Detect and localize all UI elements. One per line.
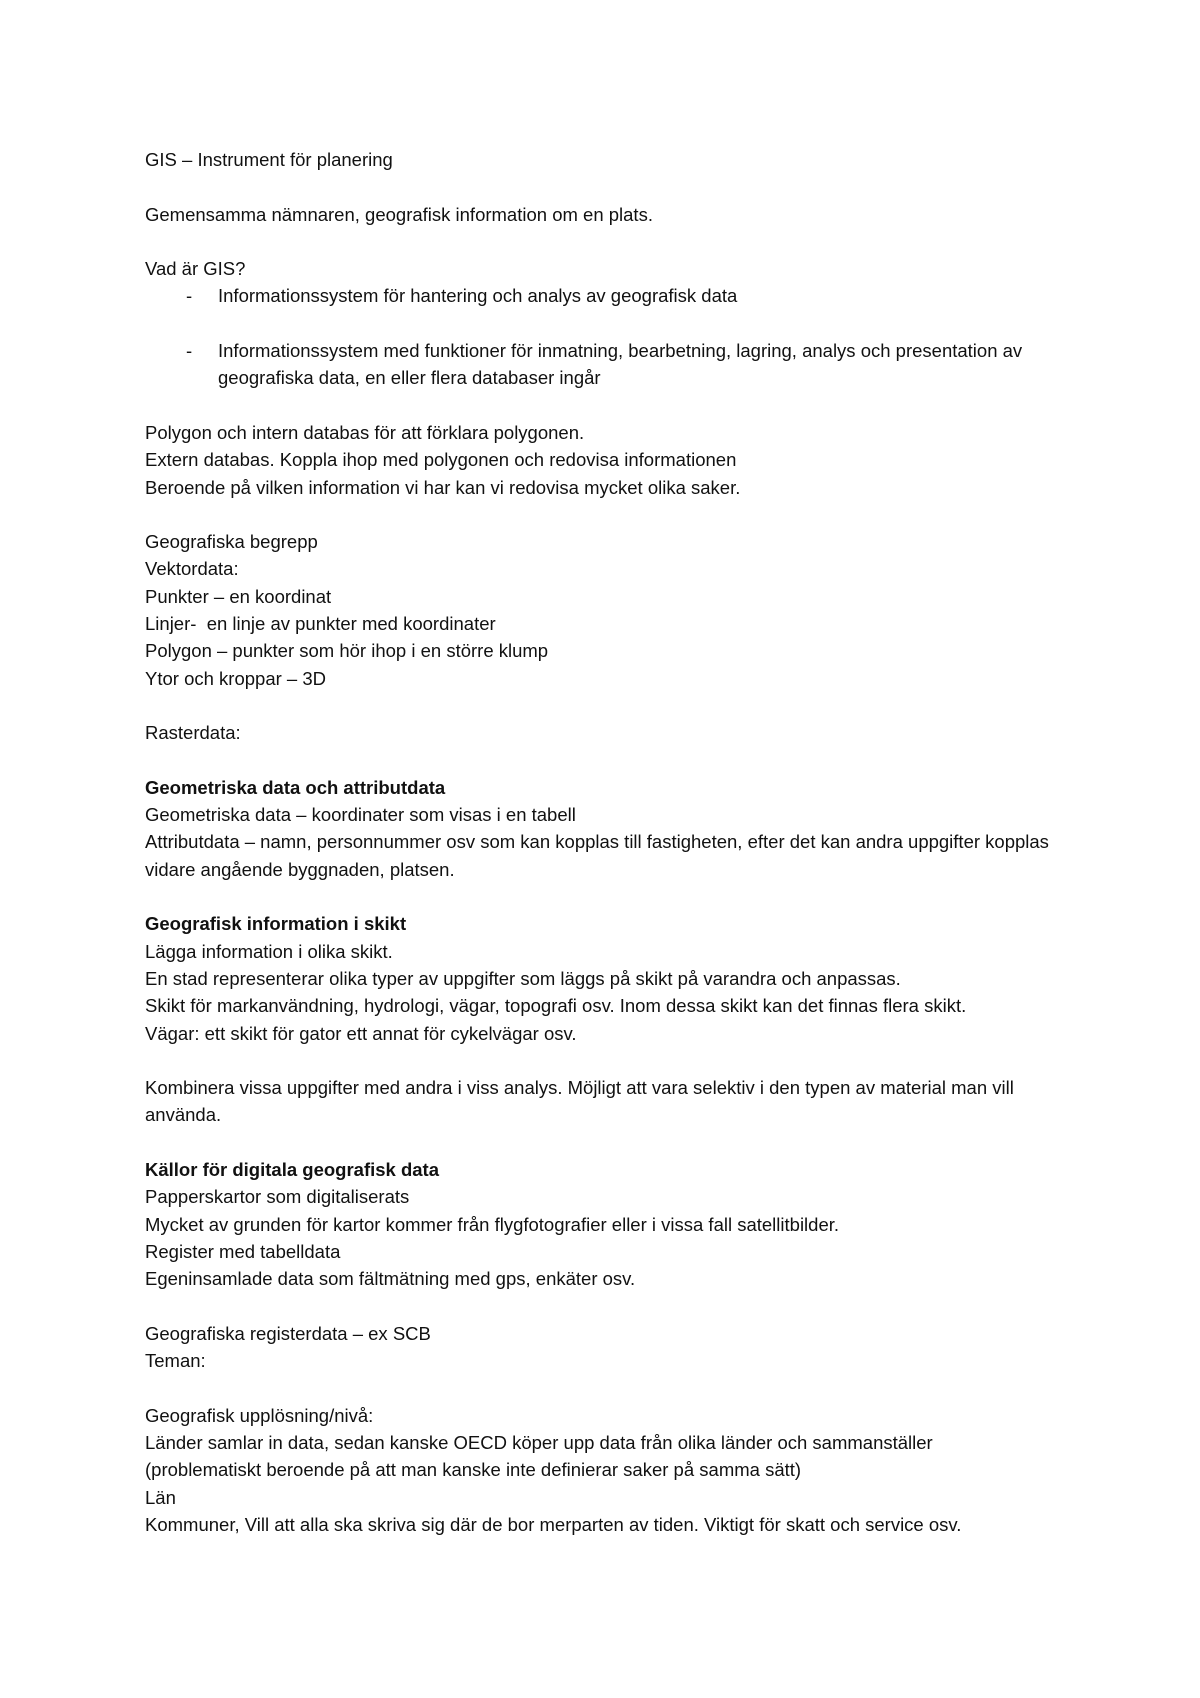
resolution-line: Län <box>145 1486 176 1508</box>
bullet-text: Informationssystem med funktioner för inmatning, bearbetning, lagring, analys och presentation av geografiska data, en eller flera databaser ingår <box>218 340 1023 389</box>
geometric-line: Geometriska data – koordinater som visas i en tabell <box>145 804 576 826</box>
polygon-line: Extern databas. Koppla ihop med polygonen och redovisa informationen <box>145 449 737 471</box>
sources-line: Mycket av grunden för kartor kommer från flygfotografier eller i vissa fall satellitbilder. <box>145 1213 840 1235</box>
intro-text: Gemensamma nämnaren, geografisk information om en plats. <box>145 203 653 225</box>
register-line: Geografiska registerdata – ex SCB <box>145 1322 431 1344</box>
geometric-heading: Geometriska data och attributdata <box>145 776 446 798</box>
layers-heading: Geografisk information i skikt <box>145 913 407 935</box>
sources-heading: Källor för digitala geografisk data <box>145 1158 440 1180</box>
bullet-marker: - <box>186 285 193 307</box>
bullet-item <box>145 282 1075 309</box>
document-title: GIS – Instrument för planering <box>145 149 393 170</box>
sources-line: Egeninsamlade data som fältmätning med gps, enkäter osv. <box>145 1268 636 1290</box>
resolution-line: Länder samlar in data, sedan kanske OECD köper upp data från olika länder och sammanställer <box>145 1431 933 1453</box>
layers-line: Skikt för markanvändning, hydrologi, vägar, topografi osv. Inom dessa skikt kan det finnas flera skikt. <box>145 995 967 1017</box>
concept-item: Punkter – en koordinat <box>145 585 332 607</box>
bullet-marker: - <box>186 340 193 362</box>
resolution-line: (problematiskt beroende på att man kanske inte definierar saker på samma sätt) <box>145 1459 802 1481</box>
layers-line: Vägar: ett skikt för gator ett annat för cykelvägar osv. <box>145 1022 577 1044</box>
document-body <box>145 146 1075 1538</box>
polygon-line: Beroende på vilken information vi har kan vi redovisa mycket olika saker. <box>145 476 741 498</box>
vector-label: Vektordata: <box>145 558 239 580</box>
layers-line: Lägga information i olika skikt. <box>145 940 393 962</box>
what-is-question: Vad är GIS? <box>145 258 246 280</box>
attribute-line: Attributdata – namn, personnummer osv som kan kopplas till fastigheten, efter det kan andra uppgifter kopplas vidare angående byggnaden, platsen. <box>145 831 1049 880</box>
raster-label: Rasterdata: <box>145 722 241 744</box>
layers-line: En stad representerar olika typer av uppgifter som läggs på skikt på varandra och anpassas. <box>145 967 901 989</box>
bullet-text: Informationssystem för hantering och analys av geografisk data <box>218 285 738 307</box>
concepts-heading: Geografiska begrepp <box>145 531 318 553</box>
sources-line: Papperskartor som digitaliserats <box>145 1186 410 1208</box>
resolution-line: Kommuner, Vill att alla ska skriva sig där de bor merparten av tiden. Viktigt för skatt och service osv. <box>145 1513 962 1535</box>
polygon-line: Polygon och intern databas för att förklara polygonen. <box>145 421 585 443</box>
sources-line: Register med tabelldata <box>145 1240 341 1262</box>
bullet-item <box>145 337 1075 392</box>
combine-paragraph: Kombinera vissa uppgifter med andra i viss analys. Möjligt att vara selektiv i den typen av material man vill använda. <box>145 1077 1014 1126</box>
concept-item: Ytor och kroppar – 3D <box>145 667 326 689</box>
concept-item: Polygon – punkter som hör ihop i en större klump <box>145 640 549 662</box>
concept-item: Linjer- en linje av punkter med koordinater <box>145 613 496 635</box>
resolution-heading: Geografisk upplösning/nivå: <box>145 1404 374 1426</box>
register-themes: Teman: <box>145 1350 206 1372</box>
